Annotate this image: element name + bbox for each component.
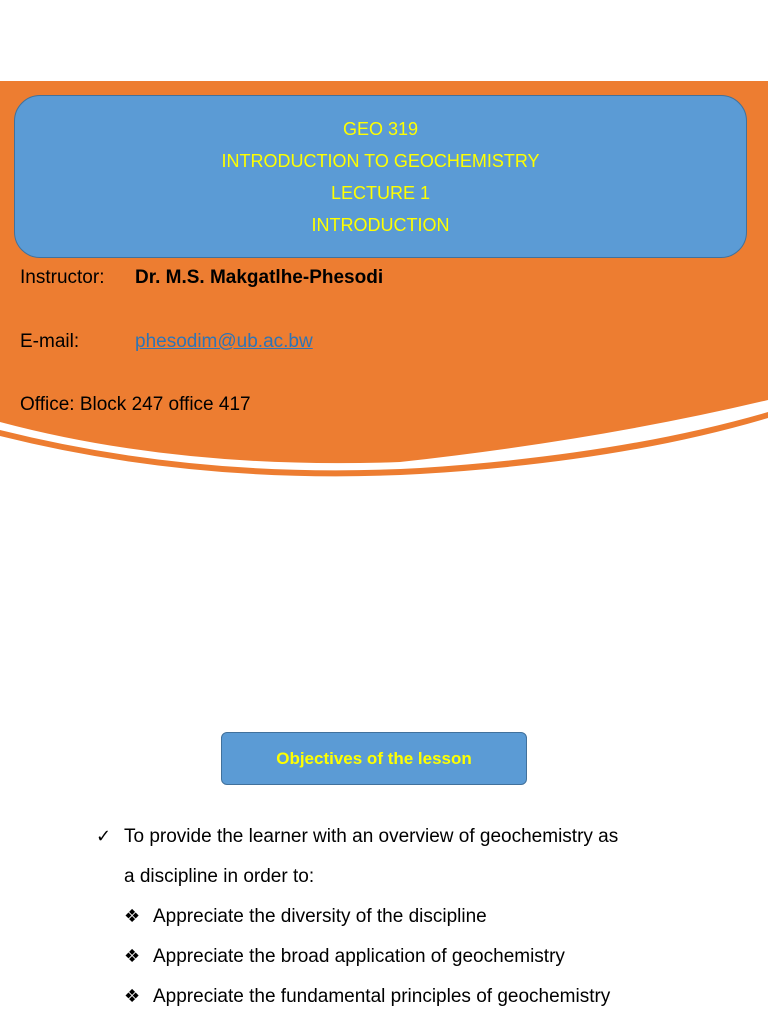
email-label: E-mail:	[20, 331, 80, 352]
objective-main-line-1	[96, 826, 618, 848]
email-row	[20, 331, 313, 353]
list-item	[124, 986, 610, 1008]
email-link[interactable]: phesodim@ub.ac.bw	[135, 331, 313, 352]
course-title: INTRODUCTION TO GEOCHEMISTRY	[221, 150, 540, 171]
office-text: Office: Block 247 office 417	[20, 394, 251, 415]
objective-item-text: Appreciate the fundamental principles of geochemistry	[153, 986, 611, 1007]
objectives-heading-box	[221, 732, 527, 785]
check-mark-icon: ✓	[96, 826, 112, 846]
lecture-topic: INTRODUCTION	[311, 214, 450, 235]
four-diamond-bullet-icon: ❖	[124, 906, 141, 926]
objective-main-text-2: a discipline in order to:	[124, 866, 315, 887]
four-diamond-bullet-icon: ❖	[124, 946, 141, 966]
objective-main-line-2	[124, 866, 314, 888]
objectives-heading: Objectives of the lesson	[276, 748, 472, 768]
list-item	[124, 906, 487, 928]
instructor-row	[20, 267, 383, 289]
lecture-number: LECTURE 1	[330, 182, 431, 203]
title-box	[14, 95, 747, 258]
objective-item-text: Appreciate the broad application of geochemistry	[153, 946, 565, 967]
instructor-name: Dr. M.S. Makgatlhe-Phesodi	[135, 267, 384, 288]
list-item	[124, 946, 565, 968]
instructor-label: Instructor:	[20, 267, 105, 288]
objective-main-text-1: To provide the learner with an overview of geochemistry as	[124, 826, 619, 847]
objective-item-text: Appreciate the diversity of the discipline	[153, 906, 487, 927]
four-diamond-bullet-icon: ❖	[124, 986, 141, 1006]
office-row	[20, 394, 251, 416]
course-code: GEO 319	[342, 118, 419, 139]
